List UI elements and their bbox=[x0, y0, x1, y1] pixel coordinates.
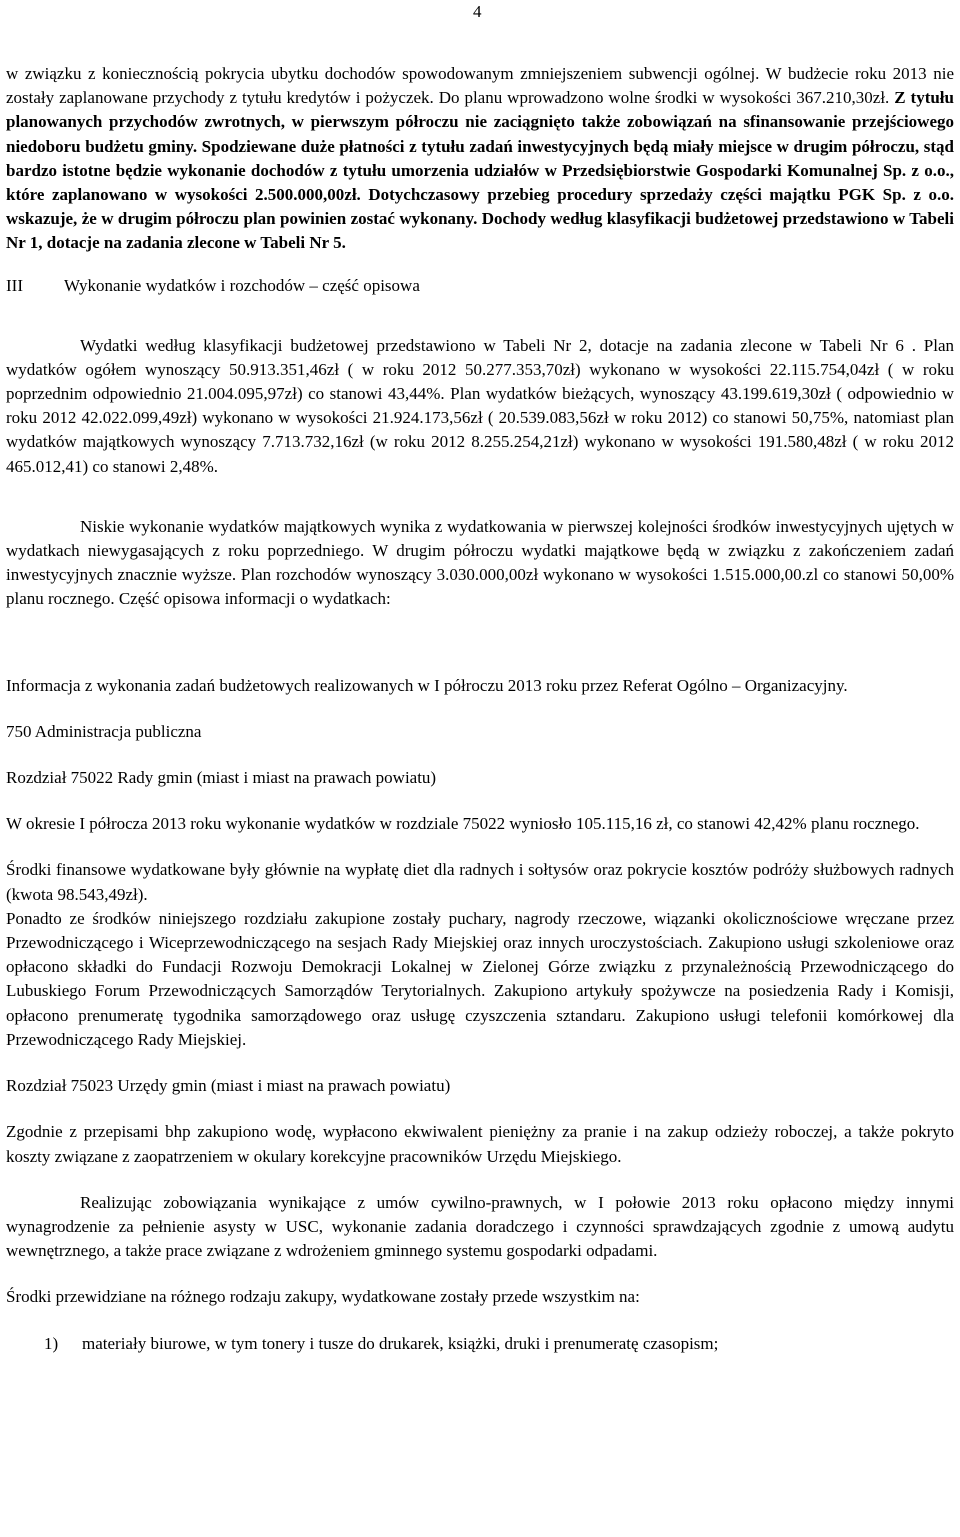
heading-rozdzial-75023: Rozdział 75023 Urzędy gmin (miast i miast na prawach powiatu) bbox=[6, 1076, 451, 1096]
list-item-number: 1) bbox=[44, 1333, 59, 1353]
heading-dzial-750: 750 Administracja publiczna bbox=[6, 721, 202, 741]
paragraph-wydatki: Wydatki według klasyfikacji budżetowej przedstawiono w Tabeli Nr 2, dotacje na zadania zlecone w Tabeli Nr 6 . Plan wydatków ogółem wynoszący 50.913.351,46zł ( w roku 2012 50.277.353,70zł) wykonano w wysokości 22.115.754,04zł ( w roku poprzednim odpowiednio 21.004.095,97zł) co stanowi 43,44%. Plan wydatków bieżących, wynoszący 43.199.619,30zł ( odpowiednio w roku 2012 42.022.099,49zł) wykonano w wysokości 21.924.173,56zł ( 20.539.083,56zł w roku 2012) co stanowi 50,75%, natomiast plan wydatków majątkowych wynoszący 7.713.732,16zł (w roku 2012 8.255.254,21zł) wykonano w wysokości 191.580,48zł ( w roku 2012 465.012,41) co stanowi 2,48%. bbox=[6, 335, 954, 476]
intro-paragraph bbox=[6, 62, 954, 256]
paragraph-okres: W okresie I półrocza 2013 roku wykonanie wydatków w rozdziale 75022 wyniosło 105.115,16 zł, co stanowi 42,42% planu rocznego. bbox=[6, 814, 920, 834]
document-body bbox=[6, 62, 954, 1356]
intro-text-bold: Z tytułu planowanych przychodów zwrotnych, w pierwszym półroczu nie zaciągnięto także zobowiązań na sfinansowanie przejściowego niedoboru budżetu gminy. bbox=[6, 88, 954, 156]
paragraph-ponadto: Ponadto ze środków niniejszego rozdziału zakupione zostały puchary, nagrody rzeczowe, wiązanki okolicznościowe wręczane przez Przewodniczącego i Wiceprzewodniczącego na sesjach Rady Miejskiej oraz innych uroczystościach. Zakupiono usługi szkoleniowe oraz opłacono składki do Fundacji Rozwoju Demokracji Lokalnej w Zielonej Górze związku z przynależnością Przewodniczącego do Lubuskiego Forum Przewodniczących Samorządów Terytorialnych. Zakupiono artykuły spożywcze na posiedzenia Rady i Komisji, opłacono prenumeratę tygodnika samorządowego oraz usługę czyszczenia sztandaru. Zakupiono usługi telefonii komórkowej dla Przewodniczącego Rady Miejskiej. bbox=[6, 908, 954, 1049]
intro-text-3: Dochody według klasyfikacji budżetowej przedstawiono w Tabeli Nr 1, dotacje na zadania zlecone w Tabeli Nr 5. bbox=[6, 209, 954, 253]
list-item bbox=[6, 1332, 954, 1356]
intro-text-2: Spodziewane duże płatności z tytułu zadań inwestycyjnych będą miały miejsce w drugim półroczu, stąd bardzo istotne będzie wykonanie dochodów z tytułu umorzenia udziałów w Przedsiębiorstwie Gospodarki Komunalnej Sp. z o.o., które zaplanowano w wysokości 2.500.000,00zł. Dotychczasowy przebieg procedury sprzedaży części majątku PGK Sp. z o.o. wskazuje, że w drugim półroczu plan powinien zostać wykonany. bbox=[6, 136, 954, 229]
heading-informacja: Informacja z wykonania zadań budżetowych realizowanych w I półroczu 2013 roku przez Referat Ogólno – Organizacyjny. bbox=[6, 675, 848, 695]
heading-rozdzial-75022: Rozdział 75022 Rady gmin (miast i miast na prawach powiatu) bbox=[6, 768, 437, 788]
intro-text-1: w związku z koniecznością pokrycia ubytku dochodów spowodowanym zmniejszeniem subwencji ogólnej. W budżecie roku 2013 nie zostały zaplanowane przychody z tytułu kredytów i pożyczek. Do planu wprowadzono wolne środki w wysokości 367.210,30zł. bbox=[6, 64, 954, 108]
paragraph-zgodnie: Zgodnie z przepisami bhp zakupiono wodę, wypłacono ekwiwalent pieniężny za pranie i na zakup odzieży roboczej, a także pokryto koszty związane z zaopatrzeniem w okulary korekcyjne pracowników Urzędu Miejskiego. bbox=[6, 1122, 954, 1166]
paragraph-niskie: Niskie wykonanie wydatków majątkowych wynika z wydatkowania w pierwszej kolejności środków inwestycyjnych ujętych w wydatkach niewygasających z roku poprzedniego. W drugim półroczu wydatki majątkowe będą w związku z zakończeniem zadań inwestycyjnych znacznie wyższe. Plan rozchodów wynoszący 3.030.000,00zł wykonano w wysokości 1.515.000,00.zl co stanowi 50,00% planu rocznego. Część opisowa informacji o wydatkach: bbox=[6, 516, 954, 609]
paragraph-realizujac: Realizując zobowiązania wynikające z umów cywilno-prawnych, w I połowie 2013 roku opłacono między innymi wynagrodzenie za pełnienie asysty w USC, wykonanie zadania doradczego i czynności sprawdzających zgodnie z umową audytu wewnętrznego, a także prace związane z wdrożeniem gminnego systemu gospodarki odpadami. bbox=[6, 1192, 954, 1261]
page-number: 4 bbox=[473, 2, 482, 21]
section-heading bbox=[6, 274, 954, 298]
section-title: Wykonanie wydatków i rozchodów – część opisowa bbox=[64, 275, 420, 295]
paragraph-srodki: Środki finansowe wydatkowane były głównie na wypłatę diet dla radnych i sołtysów oraz pokrycie kosztów podróży służbowych radnych (kwota 98.543,49zł). bbox=[6, 860, 954, 904]
list-item-text: materiały biurowe, w tym tonery i tusze do drukarek, książki, druki i prenumeratę czasopism; bbox=[82, 1333, 719, 1353]
paragraph-przewidziane: Środki przewidziane na różnego rodzaju zakupy, wydatkowane zostały przede wszystkim na: bbox=[6, 1287, 640, 1307]
section-number: III bbox=[6, 275, 23, 295]
